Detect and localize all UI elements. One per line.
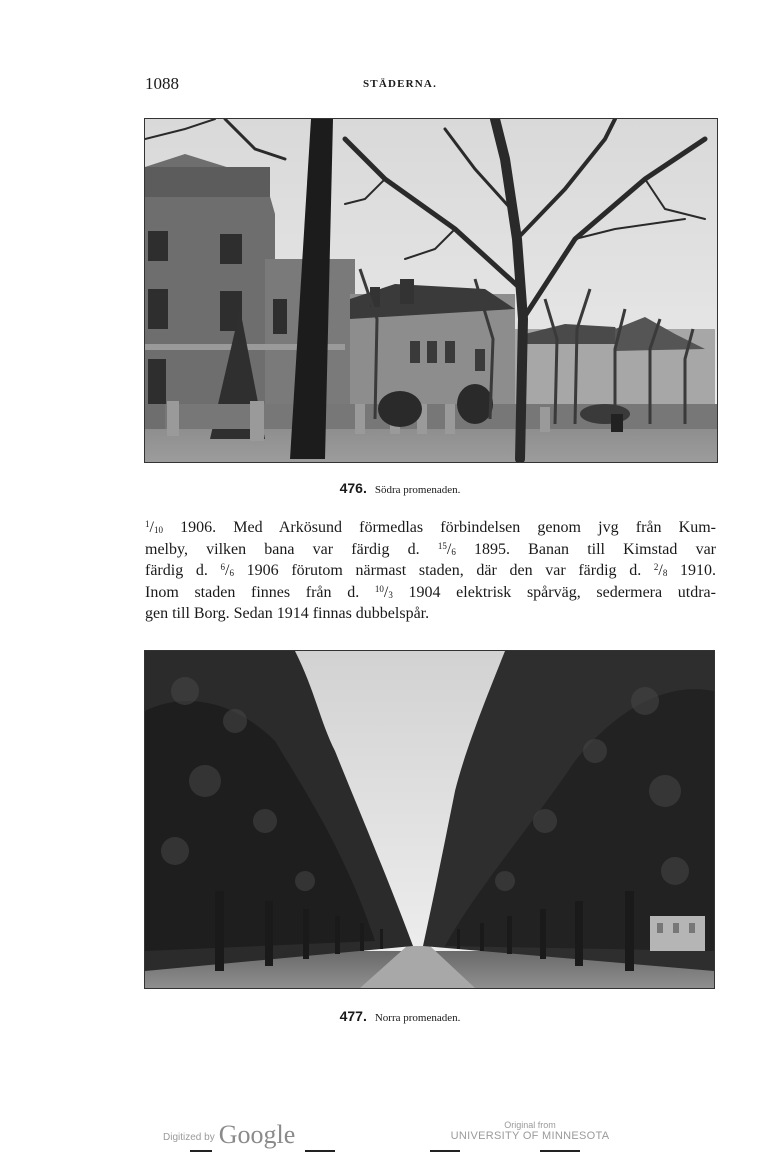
page-number: 1088 — [145, 74, 179, 93]
google-logo: Google — [218, 1120, 296, 1149]
photo-sodra-promenaden — [144, 118, 718, 463]
figure-476-title: Södra promenaden. — [374, 484, 461, 496]
original-from-label: Original from — [504, 1120, 556, 1130]
digitized-by-google — [163, 1120, 295, 1150]
figure-476-number: 476. — [339, 480, 367, 496]
body-paragraph — [145, 517, 716, 625]
digitized-by-label: Digitized by — [163, 1132, 215, 1143]
body-line-3: färdig d. $^6/_6$ 1906 förutom närmast staden, där den var färdig d. $^2/_8$ 1910. — [145, 562, 717, 579]
photo-norra-promenaden — [144, 650, 715, 989]
body-line-4: Inom staden finnes från d. $^{10}/_3$ 1904 elektrisk spårväg, sedermera utdra- — [145, 583, 716, 601]
body-line-5: gen till Borg. Sedan 1914 finnas dubbelspår. — [145, 605, 430, 622]
figure-476-caption — [0, 480, 760, 496]
scan-artifact — [540, 1150, 580, 1152]
body-line-1: $^1/_{10}$ 1906. Med Arkösund förmedlas förbindelsen genom jvg från Kum- — [145, 519, 716, 536]
figure-477-caption — [0, 1008, 760, 1024]
original-from — [430, 1120, 630, 1142]
body-line-2: melby, vilken bana var färdig d. $^{15}/_6$ 1895. Banan till Kimstad var — [145, 540, 717, 558]
figure-477-number: 477. — [339, 1008, 367, 1024]
scan-artifact — [305, 1150, 335, 1152]
scan-artifact — [190, 1150, 212, 1152]
library-name: UNIVERSITY OF MINNESOTA — [450, 1130, 610, 1142]
scan-artifact — [430, 1150, 460, 1152]
running-head: STÄDERNA. — [362, 78, 438, 90]
figure-477-title: Norra promenaden. — [374, 1012, 461, 1024]
